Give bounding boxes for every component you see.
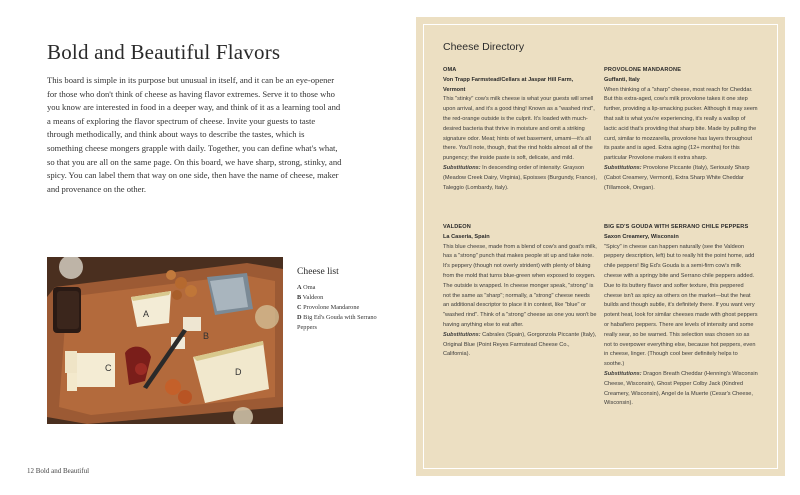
entry-maker: La Caseria, Spain — [443, 233, 490, 240]
photo-label-c: C — [105, 363, 112, 373]
list-item-letter: B — [297, 294, 302, 301]
substitutions-label: Substitutions: — [604, 370, 642, 377]
photo-label-b: B — [203, 331, 210, 341]
list-item-name: Oma — [303, 284, 316, 291]
directory-entry — [604, 223, 758, 409]
substitutions-label: Substitutions: — [604, 164, 642, 171]
substitutions-label: Substitutions: — [443, 331, 481, 338]
list-item-name: Big Ed's Gouda with Serrano Peppers — [297, 314, 377, 331]
entry-substitutions — [604, 370, 758, 409]
list-item-name: Provolone Mandarone — [303, 304, 360, 311]
cheese-list-title: Cheese list — [297, 266, 339, 277]
substitutions-text: In descending order of intensity: Grayson (Meadow Creek Dairy, Virginia), Epoisses (Burgundy, France), Taleggio (Lombardy, Italy). — [443, 164, 597, 191]
entry-name: VALDEON — [443, 224, 471, 230]
entry-substitutions — [443, 164, 597, 193]
entry-body: When thinking of a "sharp" cheese, most reach for Cheddar. But this extra-aged, cow's milk provolone takes it one step further, providing a lip-smacking pucker. Although it may seem that salt is what you're experiencing, it's really a wallop of lactic acid that's providing that sharp bite. Made by pulling the curd, similar to mozzarella, provolone has layers throughout its paste and is aged. Extra aging (12+ months) for this particular Provolone makes it extra sharp. — [604, 86, 758, 162]
substitutions-text: Provolone Piccante (Italy), Seriously Sharp (Cabot Creamery, Vermont), Extra Sharp White Cheddar (Tillamook, Oregan). — [604, 164, 750, 191]
list-item-letter: C — [297, 304, 302, 311]
substitutions-text: Dragon Breath Cheddar (Henning's Wisconsin Cheese, Wisconsin), Ghost Pepper Colby Jack (Kindred Creamery, Wisconsin), Angel de la Muerte (Cesar's Cheese, Wisconsin). — [604, 370, 758, 407]
list-item — [297, 283, 397, 293]
entry-name: BIG ED'S GOUDA WITH SERRANO CHILE PEPPERS — [604, 224, 749, 230]
substitutions-text: Cabrales (Spain), Gorgonzola Piccante (Italy), Original Blue (Point Reyes Farmstead Cheese Co., California). — [443, 331, 597, 358]
list-item — [297, 303, 397, 313]
substitutions-label: Substitutions: — [443, 164, 481, 171]
cheese-board-photo — [47, 257, 283, 424]
photo-label-d: D — [235, 367, 242, 377]
list-item — [297, 313, 397, 333]
entry-substitutions — [604, 164, 758, 193]
list-item-letter: D — [297, 314, 302, 321]
directory-entry — [443, 66, 597, 193]
entry-name: PROVOLONE MANDARONE — [604, 67, 682, 73]
directory-entry — [443, 223, 597, 360]
directory-entry — [604, 66, 758, 193]
entry-maker: Von Trapp Farmstead/Cellars at Jaspar Hill Farm, Vermont — [443, 76, 574, 93]
list-item — [297, 293, 397, 303]
entry-body: "Spicy" in cheese can happen naturally (see the Valdeon peppery description, left) but to really hit the point home, add chile peppers! Big Ed's Gouda is a semi-firm cow's milk cheese with a springy bite and Serrano chile peppers added. Due to its buttery flavor and softer texture, this peppered cheese isn't as spicy as others on the market—but the heat builds and though subtle, it's definitely there. If you want very potent heat, look for similar cheeses made with ghost peppers or habañero peppers. There are levels of intensity and some really sear, so be warned. This selection was chosen so as not to overpower everything else, because hot peppers, even in cheese, linger. (Though cool beer definitely helps to soothe.) — [604, 243, 758, 368]
entry-maker: Saxon Creamery, Wisconsin — [604, 233, 679, 240]
right-page — [416, 17, 785, 476]
entry-body: This blue cheese, made from a blend of cow's and goat's milk, has a "strong" punch that makes people sit up and take note. It's peppery (though not overly strident) with plenty of bluing from the mold that turns blue-green when exposed to oxygen. The outside is wrapped. In cheese monger speak, "strong" is not the same as "sharp"; normally, a "strong" cheese needs an additional descriptor to place it in context, like "blue" or "washed rind". Think of a "strong" cheese as one you won't be having anything else to eat after. — [443, 243, 597, 328]
entry-body: This "stinky" cow's milk cheese is what your guests will smell upon arrival, and it's a good thing! Known as a "washed rind", the red-orange outside is the culprit. It's loaded with much-desired bacteria that thrive in moisture and omit a striking signature odor. Meat; hints of wet basement, umami—it's all there. You'll note, though, that the rind holds almost all of the pungency; the inside paste is soft, delicate, and mild. — [443, 96, 595, 162]
page-footer: 12 Bold and Beautiful — [27, 467, 90, 475]
intro-paragraph: This board is simple in its purpose but unusual in itself, and it can be an eye-opener for those who don't think of cheese as having flavor extremes. Serve it to those who you know are interested in food in a deeper way, and think of it as a learning tool and a means of exploring the flavor spectrum of cheese. Invite your guests to taste through methodically, and think about ways to describe the tastes, which is something cheese mongers grapple with daily. Together, you can define what's what, so that you are all on the same page. On this board, we have sharp, strong, stinky, and spicy. You can label them that way on one side, then have the name of cheese, maker and provenance on the other. — [47, 75, 342, 194]
cheese-list — [297, 266, 397, 333]
entry-maker: Guffanti, Italy — [604, 76, 640, 83]
list-item-name: Valdeon — [302, 294, 324, 301]
page-title: Bold and Beautiful Flavors — [47, 40, 281, 64]
directory-title: Cheese Directory — [443, 41, 525, 53]
entry-substitutions — [443, 331, 597, 360]
list-item-letter: A — [297, 284, 302, 291]
photo-label-a: A — [143, 309, 150, 319]
entry-name: OMA — [443, 67, 457, 73]
